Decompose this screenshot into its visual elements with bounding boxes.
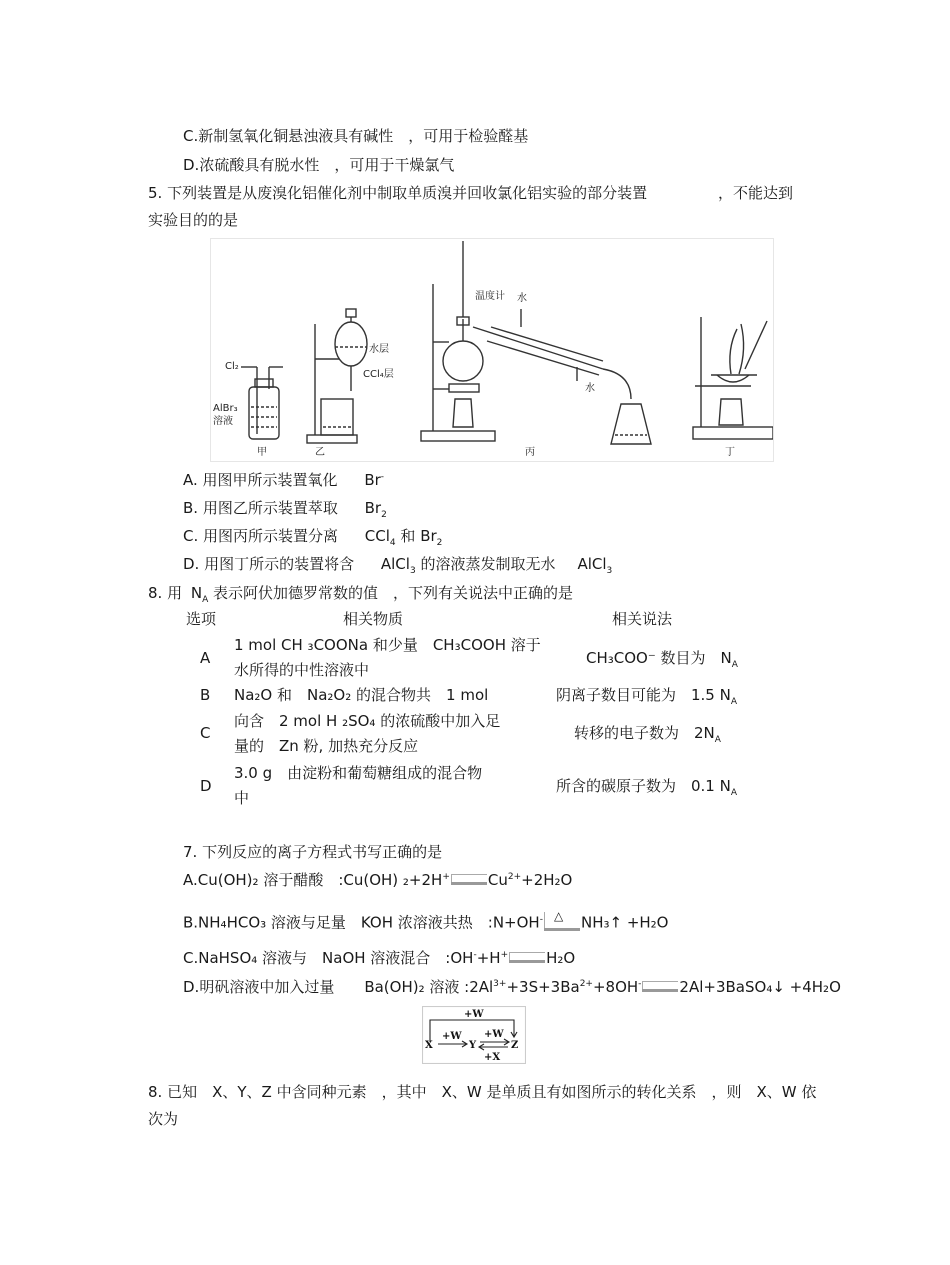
apparatus-drawing — [211, 239, 773, 461]
equals-sign-a — [451, 874, 487, 888]
row-b-substance-1: Na₂O 和 Na₂O₂ 的混合物共 1 mol — [234, 686, 489, 704]
q8-stem-line2: 次为 — [148, 1110, 179, 1128]
row-b-option: B — [200, 686, 211, 704]
label-cl2: Cl₂ — [225, 361, 239, 372]
jia-bottle — [249, 387, 279, 439]
row-d-statement: 所含的碳原子数为 0.1 $N_A$ — [556, 777, 738, 798]
q5-stem-line1 — [148, 183, 647, 203]
row-b-statement: 阴离子数目可能为 1.5 $N_A$ — [556, 686, 738, 707]
jia-stopper — [255, 379, 273, 387]
scheme-arrow1-label: +W — [442, 1031, 462, 1042]
bing-stand-base — [421, 431, 495, 441]
scheme-z: Z — [511, 1040, 519, 1051]
q7-option-b: B.NH₄HCO₃ 溶液与足量 KOH 浓溶液共热 :N+OH- △ NH₃↑ +H₂O — [183, 912, 669, 934]
q4-option-c: C.新制氢氧化铜悬浊液具有碱性 ，可用于检验醛基 — [183, 127, 529, 145]
row-a-option: A — [200, 649, 211, 667]
q7-option-c: C.NaHSO₄ 溶液与 NaOH 溶液混合 :OH-+H+ H₂O — [183, 949, 576, 967]
label-water-layer: 水层 — [369, 344, 389, 355]
table-header-substance: 相关物质 — [343, 610, 404, 628]
q5-stem-line2: 实验目的的是 — [148, 211, 239, 229]
row-c-substance-2: 量的 Zn 粉, 加热充分反应 — [234, 737, 419, 755]
row-d-option: D — [200, 777, 212, 795]
row-d-substance-1: 3.0 g 由淀粉和葡萄糖组成的混合物 — [234, 764, 483, 782]
row-d-substance-2: 中 — [234, 789, 250, 807]
bing-flask — [443, 341, 483, 381]
scheme-y: Y — [469, 1040, 477, 1051]
equals-heat-b: △ — [544, 912, 580, 934]
q5-stem-tail: ，不能达到 — [718, 184, 794, 202]
row-c-substance-1: 向含 2 mol H ₂SO₄ 的浓硫酸中加入足 — [234, 712, 501, 730]
label-jia: 甲 — [257, 447, 267, 458]
q6-stem: 8. 用 $N_A$ 表示阿伏加德罗常数的值 ，下列有关说法中正确的是 — [148, 584, 574, 605]
bing-condenser-inner — [473, 327, 603, 369]
q7-option-d: D.明矾溶液中加入过量 Ba(OH)₂ 溶液 $:2Al^{3+}+3S+3Ba^{2+}+8OH^-$ 2Al+3BaSO₄↓ +4H₂O — [183, 978, 841, 996]
ding-stand-base — [693, 427, 773, 439]
scheme-reverse-label: +X — [484, 1052, 501, 1063]
label-water-out: 水 — [517, 293, 527, 304]
label-water-in: 水 — [585, 383, 595, 394]
scheme-x: X — [425, 1040, 433, 1051]
bing-receiving-flask — [611, 404, 651, 444]
q7-stem: 7. 下列反应的离子方程式书写正确的是 — [183, 843, 443, 861]
conversion-scheme — [422, 1006, 526, 1064]
equals-sign-c — [509, 952, 545, 966]
ding-lamp — [719, 399, 743, 425]
bing-lamp — [453, 399, 473, 427]
yi-beaker — [321, 399, 353, 435]
label-albr3-2: 溶液 — [213, 416, 233, 427]
row-c-option: C — [200, 724, 211, 742]
q7-option-a: A.Cu(OH)₂ 溶于醋酸 :Cu(OH) ₂+2H+ $Cu^{2+}+2H_2O$ — [183, 871, 573, 889]
label-yi: 乙 — [315, 447, 325, 458]
q5-option-a: A. 用图甲所示装置氧化 Br- — [183, 471, 385, 489]
bing-condenser-outer-bottom — [487, 341, 599, 375]
scheme-top-label: +W — [464, 1009, 484, 1020]
table-header-option: 选项 — [186, 610, 217, 628]
scheme-drawing — [422, 1006, 526, 1064]
q5-option-b: B. 用图乙所示装置萃取 $Br_2$ — [183, 499, 387, 520]
yi-stand-base — [307, 435, 357, 443]
label-albr3-1: AlBr₃ — [213, 403, 238, 414]
scheme-arrow2-label: +W — [484, 1029, 504, 1040]
q5-stem-text: 5. 下列装置是从废溴化铝催化剂中制取单质溴并回收氯化铝实验的部分装置 — [148, 184, 648, 202]
row-a-substance-2: 水所得的中性溶液中 — [234, 661, 370, 679]
ding-evaporating-dish — [717, 375, 749, 382]
row-a-substance-1: 1 mol CH ₃COONa 和少量 CH₃COOH 溶于 — [234, 636, 541, 654]
label-ccl4-layer: CCl₄层 — [363, 369, 394, 380]
equals-sign-d — [642, 981, 678, 995]
q4-option-d: D.浓硫酸具有脱水性 ，可用于干燥氯气 — [183, 156, 455, 174]
label-thermometer: 温度计 — [475, 291, 505, 302]
q5-option-c: C. 用图丙所示装置分离 CCl$_4$ 和 $Br_2$ — [183, 527, 443, 548]
table-header-statement: 相关说法 — [612, 610, 673, 628]
bing-adapter — [603, 369, 631, 399]
row-a-statement: CH₃COO⁻ 数目为 $N_A$ — [586, 649, 738, 670]
bing-condenser-outer-top — [491, 327, 603, 361]
label-ding: 丁 — [725, 447, 735, 458]
q5-option-d: D. 用图丁所示的装置将含 AlCl$_3$ 的溶液蒸发制取无水 AlCl$_3$ — [183, 555, 613, 576]
row-c-statement: 转移的电子数为 $2N_A$ — [574, 724, 721, 745]
ding-glass-rod — [745, 321, 767, 369]
yi-funnel — [335, 322, 367, 366]
apparatus-figure — [210, 238, 774, 462]
q8-stem-line1: 8. 已知 X、Y、Z 中含同种元素 ，其中 X、W 是单质且有如图所示的转化关系 ，则 X、W 依 — [148, 1083, 817, 1101]
label-bing: 丙 — [525, 447, 535, 458]
